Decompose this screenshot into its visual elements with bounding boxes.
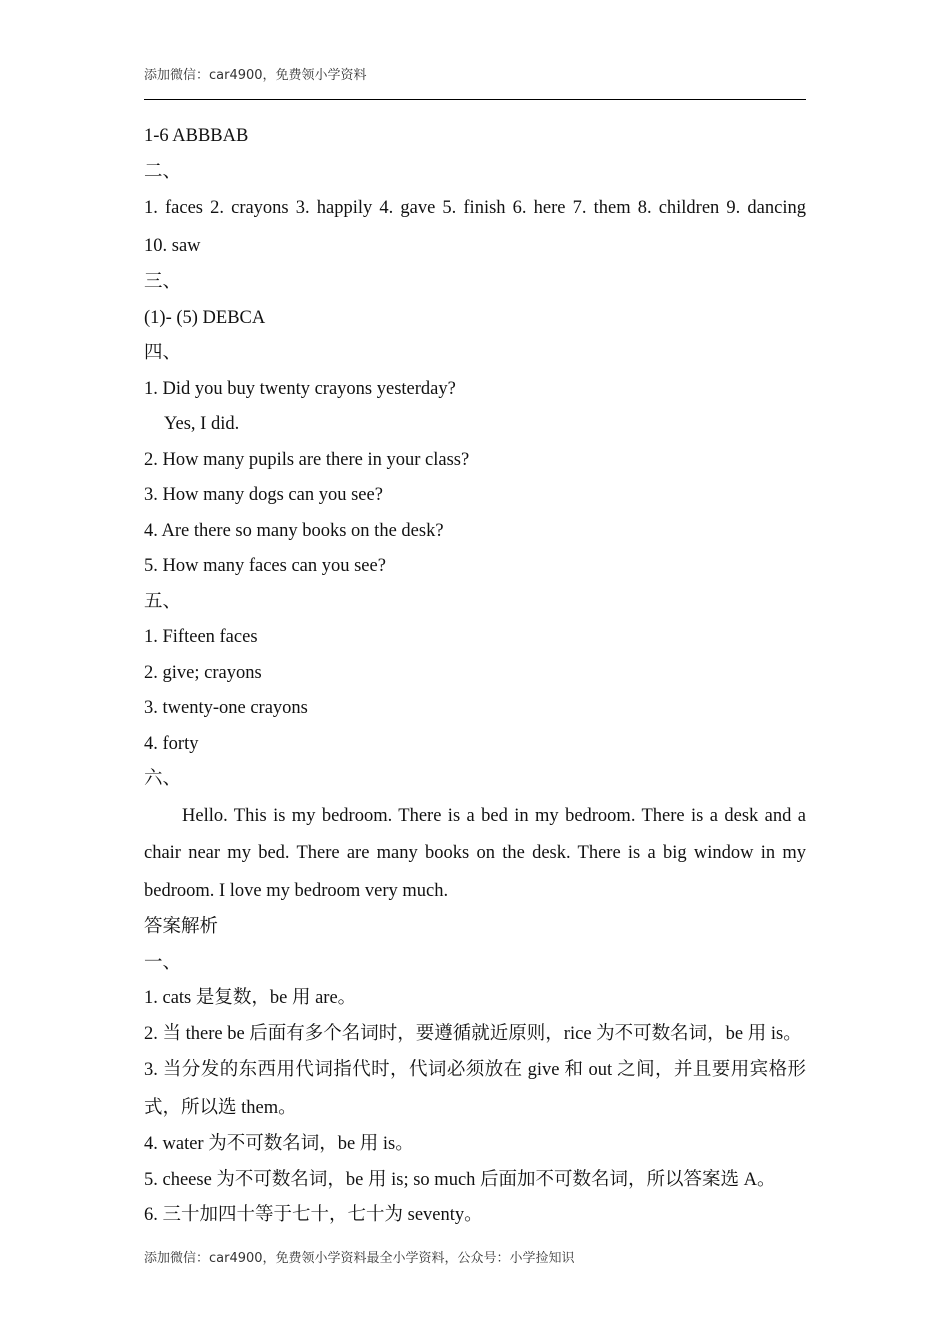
answer-content (144, 119, 806, 1234)
answer-line: 1. faces 2. crayons 3. happily 4. gave 5. finish 6. here 7. them 8. children 9. dancing (144, 198, 806, 218)
answer-line: (1)- (5) DEBCA (144, 307, 266, 328)
header-divider (144, 99, 806, 100)
answer-line: 10. saw (144, 235, 201, 256)
paragraph-line: chair near my bed. There are many books on the desk. There is a big window in my (144, 843, 806, 863)
answer-line: 2. How many pupils are there in your class? (144, 449, 470, 470)
section-heading: 四、 (144, 343, 182, 363)
section-heading: 二、 (144, 161, 182, 182)
answer-line: 1-6 ABBBAB (144, 126, 249, 146)
analysis-line: 1. cats 是复数，be 用 are。 (144, 988, 357, 1008)
section-heading: 六、 (144, 769, 182, 789)
answer-line: 3. How many dogs can you see? (144, 485, 383, 505)
analysis-title: 答案解析 (144, 917, 219, 937)
analysis-line: 5. cheese 为不可数名词，be 用 is; so much 后面加不可数名词，所以答案选 A。 (144, 1169, 776, 1190)
analysis-line: 6. 三十加四十等于七十，七十为 seventy。 (144, 1205, 483, 1225)
answer-line: 5. How many faces can you see? (144, 556, 386, 576)
analysis-line: 2. 当 there be 后面有多个名词时，要遵循就近原则，rice 为不可数名词，be 用 is。 (144, 1023, 802, 1044)
answer-line: 4. Are there so many books on the desk? (144, 520, 444, 541)
analysis-line: 4. water 为不可数名词，be 用 is。 (144, 1134, 414, 1154)
answer-line: 1. Did you buy twenty crayons yesterday? (144, 378, 456, 399)
paragraph-line: bedroom. I love my bedroom very much. (144, 880, 449, 901)
section-heading: 一、 (144, 952, 182, 973)
answer-line: 2. give; crayons (144, 662, 262, 683)
analysis-line: 3. 当分发的东西用代词指代时，代词必须放在 give 和 out 之间，并且要用宾格形 (144, 1060, 806, 1080)
answer-line: 4. forty (144, 733, 199, 754)
footer-note: 添加微信：car4900，免费领小学资料最全小学资料，公众号：小学捡知识 (144, 1251, 575, 1266)
section-heading: 三、 (144, 272, 182, 292)
answer-line: 1. Fifteen faces (144, 627, 258, 647)
paragraph-line: Hello. This is my bedroom. There is a bed in my bedroom. There is a desk and a (182, 805, 806, 826)
answer-line: Yes, I did. (164, 414, 240, 434)
analysis-line: 式，所以选 them。 (144, 1097, 297, 1118)
answer-line: 3. twenty-one crayons (144, 698, 308, 718)
section-heading: 五、 (144, 591, 182, 612)
header-note: 添加微信：car4900，免费领小学资料 (144, 68, 367, 83)
